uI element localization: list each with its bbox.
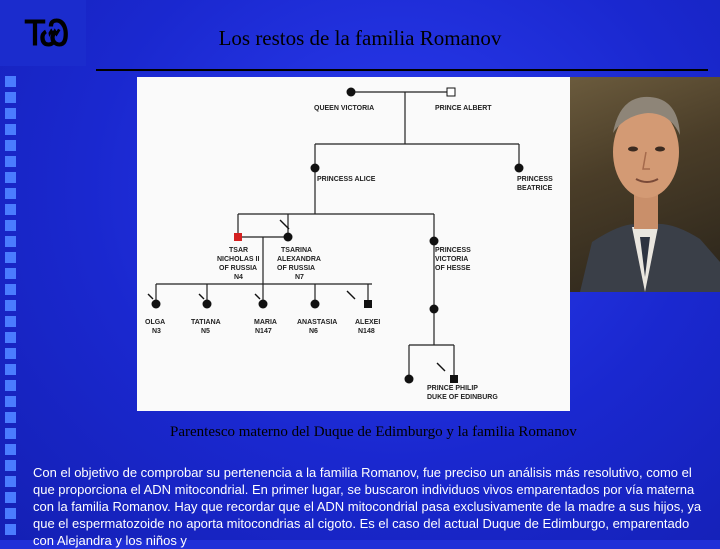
decorative-square	[5, 444, 16, 455]
decorative-square	[5, 492, 16, 503]
decorative-square	[5, 268, 16, 279]
decorative-square	[5, 92, 16, 103]
decorative-square	[5, 124, 16, 135]
label-tsarina-code: N7	[295, 274, 304, 281]
decorative-square	[5, 76, 16, 87]
decorative-square	[5, 156, 16, 167]
maria-node	[259, 300, 268, 309]
diagram-caption: Parentesco materno del Duque de Edimburgo y la familia Romanov	[170, 424, 577, 440]
label-philip-1: PRINCE PHILIP	[427, 385, 478, 392]
decorative-square	[5, 348, 16, 359]
slide-title: Los restos de la familia Romanov	[218, 26, 502, 50]
label-tsar-1: TSAR	[229, 247, 249, 254]
label-anastasia: ANASTASIA	[297, 319, 338, 326]
body-paragraph: Con el objetivo de comprobar su pertenencia a la familia Romanov, fue preciso un análisis más resolutivo, como el que proporciona el ADN mitocondrial. En primer lugar, se buscaron individuos vivos emparentados por vía materna con la familia Romanov. Hay que recordar que el ADN mitocondrial pasa exclusivamente de la madre a sus hijos, ya que el espermatozoide no aporta mitocondrias al cigoto. Es el caso del actual Duque de Edimburgo, emparentado con Alejandra y los niños y	[33, 465, 702, 548]
decorative-square	[5, 204, 16, 215]
portrait-illustration	[570, 77, 720, 292]
olga-node	[152, 300, 161, 309]
label-alexei-code: N148	[358, 328, 375, 335]
tsar-node	[234, 233, 242, 241]
label-tatiana-code: N5	[201, 328, 210, 335]
decorative-square	[5, 236, 16, 247]
label-olga: OLGA	[145, 319, 166, 326]
label-olga-code: N3	[152, 328, 161, 335]
label-anastasia-code: N6	[309, 328, 318, 335]
label-victoria-3: OF HESSE	[435, 265, 471, 272]
decorative-square	[5, 188, 16, 199]
princess-victoria-node	[430, 237, 439, 246]
decorative-square	[5, 252, 16, 263]
decorative-square	[5, 412, 16, 423]
prince-philip-node	[450, 375, 458, 383]
label-philip-2: DUKE OF EDINBURG	[427, 394, 498, 401]
decorative-square	[5, 460, 16, 471]
label-maria-code: N147	[255, 328, 272, 335]
label-princess-beatrice-2: BEATRICE	[517, 185, 553, 192]
label-tsarina-1: TSARINA	[281, 247, 313, 254]
logo	[0, 0, 86, 66]
alexei-node	[364, 300, 372, 308]
decorative-strip	[0, 70, 22, 540]
label-alexei: ALEXEI	[355, 319, 381, 326]
label-princess-alice: PRINCESS ALICE	[317, 176, 376, 183]
label-tsar-2: NICHOLAS II	[217, 256, 260, 263]
label-victoria-1: PRINCESS	[435, 247, 471, 254]
label-victoria-2: VICTORIA	[435, 256, 469, 263]
decorative-square	[5, 108, 16, 119]
decorative-square	[5, 380, 16, 391]
hesse-child-node	[430, 305, 439, 314]
logo-glyph: ᎢᏯ	[26, 14, 64, 54]
decorative-square	[5, 284, 16, 295]
decorative-square	[5, 140, 16, 151]
pedigree-diagram	[137, 77, 570, 411]
label-tsar-3: OF RUSSIA	[219, 265, 258, 272]
queen-victoria-node	[347, 88, 356, 97]
label-tatiana: TATIANA	[191, 319, 221, 326]
decorative-square	[5, 508, 16, 519]
princess-beatrice-node	[515, 164, 524, 173]
label-prince-albert: PRINCE ALBERT	[435, 105, 492, 112]
princess-alice-node	[311, 164, 320, 173]
decorative-square	[5, 300, 16, 311]
label-tsarina-3: OF RUSSIA	[277, 265, 316, 272]
decorative-square	[5, 428, 16, 439]
decorative-square	[5, 364, 16, 375]
label-tsarina-2: ALEXANDRA	[277, 256, 321, 263]
title-divider	[96, 69, 708, 71]
decorative-square	[5, 220, 16, 231]
decorative-square	[5, 316, 16, 327]
label-queen-victoria: QUEEN VICTORIA	[314, 105, 375, 112]
portrait-photo	[570, 77, 720, 292]
label-tsar-code: N4	[234, 274, 243, 281]
decorative-square	[5, 524, 16, 535]
decorative-square	[5, 172, 16, 183]
label-princess-beatrice-1: PRINCESS	[517, 176, 553, 183]
decorative-square	[5, 396, 16, 407]
label-maria: MARIA	[254, 319, 277, 326]
tatiana-node	[203, 300, 212, 309]
anastasia-node	[311, 300, 320, 309]
tsarina-node	[284, 233, 293, 242]
alice-of-battenberg-node	[405, 375, 414, 384]
prince-albert-node	[447, 88, 455, 96]
pedigree-svg	[137, 77, 570, 411]
decorative-square	[5, 476, 16, 487]
decorative-square	[5, 332, 16, 343]
